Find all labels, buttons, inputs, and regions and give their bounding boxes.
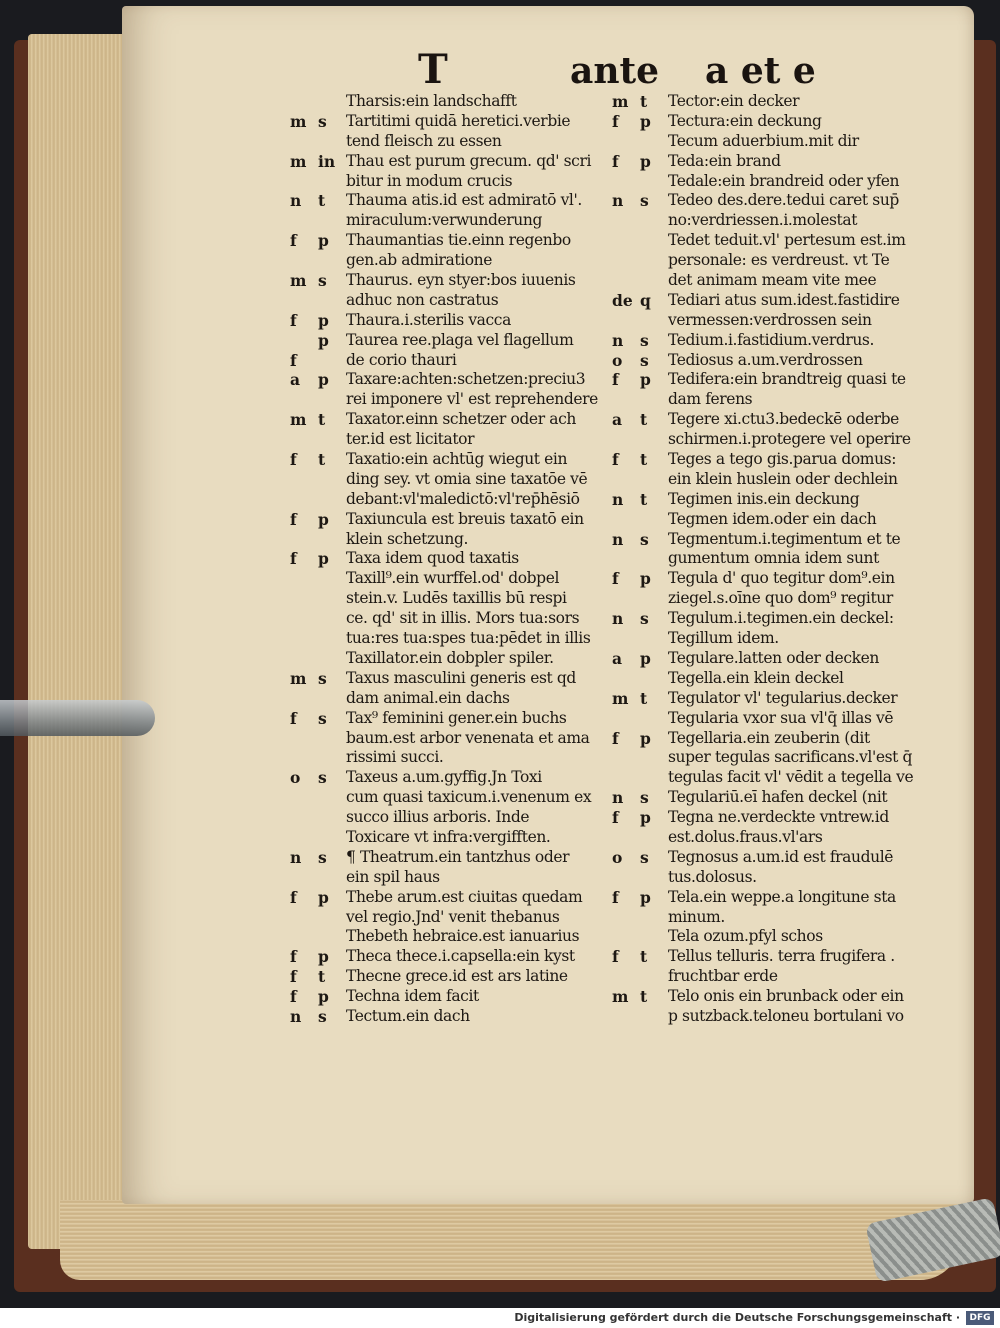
entry-text: tua:res tua:spes tua:pēdet in illis xyxy=(346,629,591,648)
entry-line xyxy=(290,331,620,351)
entry-text: Tedium.i.fastidium.verdrus. xyxy=(668,330,875,349)
entry-line xyxy=(612,351,942,371)
entry-text: Tegimen inis.ein deckung xyxy=(668,489,860,508)
left-column xyxy=(290,92,620,1027)
entry-text: de corio thauri xyxy=(346,350,457,369)
type-marker: in xyxy=(318,151,336,171)
entry-text: dam ferens xyxy=(668,390,753,409)
entry-line xyxy=(290,729,620,749)
entry-text: miraculum:verwunderung xyxy=(346,211,542,230)
entry-line xyxy=(290,410,620,430)
type-marker: s xyxy=(318,1006,327,1026)
entry-text: Taxillator.ein dobpler spiler. xyxy=(346,648,554,667)
type-marker: p xyxy=(318,987,329,1007)
grammar-marker: f xyxy=(612,728,619,748)
entry-line xyxy=(290,450,620,470)
type-marker: t xyxy=(640,688,648,708)
entry-line xyxy=(290,311,620,331)
grammar-marker: n xyxy=(290,847,302,867)
entry-line xyxy=(612,410,942,430)
entry-line xyxy=(612,191,942,211)
entry-text: personale: es verdreust. vt Te xyxy=(668,251,890,270)
grammar-marker: f xyxy=(290,310,297,330)
entry-line xyxy=(612,331,942,351)
entry-line xyxy=(290,530,620,550)
grammar-marker: f xyxy=(612,450,619,470)
entry-line xyxy=(612,251,942,271)
entry-line xyxy=(612,92,942,112)
entry-text: no:verdriessen.i.molestat xyxy=(668,211,858,230)
type-marker: p xyxy=(640,111,651,131)
entry-line xyxy=(612,729,942,749)
grammar-marker: f xyxy=(612,151,619,171)
entry-line xyxy=(290,132,620,152)
type-marker: s xyxy=(318,668,327,688)
entry-text: Tegmen idem.oder ein dach xyxy=(668,509,877,528)
grammar-marker: f xyxy=(612,111,619,131)
entry-line xyxy=(612,768,942,788)
entry-line xyxy=(612,271,942,291)
entry-line xyxy=(290,510,620,530)
entry-text: Tedet teduit.vl' pertesum est.im xyxy=(668,231,906,250)
entry-line xyxy=(612,390,942,410)
entry-line xyxy=(612,609,942,629)
type-marker: t xyxy=(640,489,648,509)
entry-line xyxy=(290,569,620,589)
entry-line xyxy=(290,908,620,928)
entry-text: Teda:ein brand xyxy=(668,151,781,170)
entry-line xyxy=(290,967,620,987)
entry-text: stein.v. Ludēs taxillis bū respi xyxy=(346,589,567,608)
type-marker: p xyxy=(318,947,329,967)
entry-line xyxy=(290,351,620,371)
entry-line xyxy=(290,947,620,967)
entry-line xyxy=(290,271,620,291)
entry-text: minum. xyxy=(668,907,725,926)
entry-line xyxy=(290,808,620,828)
type-marker: t xyxy=(318,191,326,211)
entry-line xyxy=(612,709,942,729)
dfg-logo: DFG xyxy=(966,1311,994,1325)
entry-text: tus.dolosus. xyxy=(668,867,757,886)
entry-text: Tedifera:ein brandtreig quasi te xyxy=(668,370,906,389)
entry-text: Taxare:achten:schetzen:preciu3 xyxy=(346,370,586,389)
grammar-marker: f xyxy=(612,947,619,967)
type-marker: p xyxy=(640,728,651,748)
entry-text: Taxatio:ein achtūg wiegut ein xyxy=(346,450,568,469)
entry-text: Thaura.i.sterilis vacca xyxy=(346,310,511,329)
entry-text: debant:vl'maledictō:vl'rep̄hēsiō xyxy=(346,489,580,508)
type-marker: s xyxy=(640,609,649,629)
entry-line xyxy=(612,172,942,192)
entry-line xyxy=(290,649,620,669)
type-marker: s xyxy=(318,847,327,867)
entry-line xyxy=(290,152,620,172)
entry-line xyxy=(612,808,942,828)
entry-line xyxy=(290,669,620,689)
entry-line xyxy=(612,231,942,251)
type-marker: p xyxy=(640,569,651,589)
grammar-marker: f xyxy=(290,987,297,1007)
entry-text: Tegnosus a.um.id est fraudulē xyxy=(668,847,894,866)
grammar-marker: m xyxy=(290,271,307,291)
entry-text: p sutzback.teloneu bortulani vo xyxy=(668,1006,904,1025)
grammar-marker: f xyxy=(612,569,619,589)
entry-text: ce. qd' sit in illis. Mors tua:sors xyxy=(346,609,580,628)
grammar-marker: n xyxy=(290,1006,302,1026)
entry-text: Thebeth hebraice.est ianuarius xyxy=(346,927,580,946)
entry-line xyxy=(612,1007,942,1027)
grammar-marker: o xyxy=(290,768,301,788)
type-marker: p xyxy=(318,231,329,251)
grammar-marker: a xyxy=(612,410,623,430)
entry-text: gen.ab admiratione xyxy=(346,251,493,270)
entry-text: dam animal.ein dachs xyxy=(346,688,510,707)
type-marker: p xyxy=(640,887,651,907)
entry-line xyxy=(290,430,620,450)
entry-text: succo illius arboris. Inde xyxy=(346,808,530,827)
entry-text: Tector:ein decker xyxy=(668,92,800,110)
type-marker: t xyxy=(640,947,648,967)
type-marker: t xyxy=(640,92,648,111)
entry-text: ding sey. vt omia sine taxatōe vē xyxy=(346,469,588,488)
right-column xyxy=(612,92,942,1027)
entry-text: Tecum aduerbium.mit dir xyxy=(668,131,859,150)
entry-line xyxy=(290,828,620,848)
entry-text: Teges a tego gis.parua domus: xyxy=(668,450,897,469)
entry-line xyxy=(290,888,620,908)
entry-line xyxy=(612,788,942,808)
grammar-marker: f xyxy=(290,450,297,470)
entry-text: Tegulariū.eī hafen deckel (nit xyxy=(668,788,888,807)
type-marker: t xyxy=(318,967,326,987)
entry-text: rissimi succi. xyxy=(346,748,444,767)
entry-line xyxy=(612,370,942,390)
entry-text: rei imponere vl' est reprehendere xyxy=(346,390,598,409)
entry-line xyxy=(612,908,942,928)
type-marker: t xyxy=(640,450,648,470)
type-marker: s xyxy=(640,529,649,549)
entry-text: Tegere xi.ctu3.bedeckē oderbe xyxy=(668,410,899,429)
entry-line xyxy=(612,967,942,987)
type-marker: t xyxy=(318,410,326,430)
type-marker: s xyxy=(640,350,649,370)
entry-text: Techna idem facit xyxy=(346,987,479,1006)
grammar-marker: f xyxy=(290,967,297,987)
entry-text: Tegulum.i.tegimen.ein deckel: xyxy=(668,609,894,628)
entry-text: Tegulare.latten oder decken xyxy=(668,648,879,667)
entry-line xyxy=(612,211,942,231)
entry-text: Thau est purum grecum. qd' scri xyxy=(346,151,592,170)
entry-line xyxy=(612,430,942,450)
entry-line xyxy=(290,251,620,271)
grammar-marker: de xyxy=(612,290,633,310)
grammar-marker: f xyxy=(290,947,297,967)
entry-text: Tax⁹ feminini gener.ein buchs xyxy=(346,708,567,727)
entry-line xyxy=(612,112,942,132)
entry-text: det animam meam vite mee xyxy=(668,271,877,290)
entry-text: Thebe arum.est ciuitas quedam xyxy=(346,887,583,906)
entry-line xyxy=(290,172,620,192)
type-marker: s xyxy=(640,330,649,350)
entry-text: Thecne grece.id est ars latine xyxy=(346,967,568,986)
entry-text: Telo onis ein brunback oder ein xyxy=(668,987,904,1006)
entry-text: Tegulator vl' tegularius.decker xyxy=(668,688,898,707)
entry-line xyxy=(612,629,942,649)
type-marker: s xyxy=(318,768,327,788)
type-marker: p xyxy=(640,151,651,171)
entry-line xyxy=(290,689,620,709)
entry-line xyxy=(290,629,620,649)
entry-text: Tedale:ein brandreid oder yfen xyxy=(668,171,900,190)
entry-text: Tharsis:ein landschafft xyxy=(346,92,517,110)
grammar-marker: n xyxy=(612,191,624,211)
entry-text: Taxeus a.um.gyffig.Jn Toxi xyxy=(346,768,542,787)
bookmark-clip xyxy=(0,700,155,736)
page-header xyxy=(410,46,890,96)
entry-text: gumentum omnia idem sunt xyxy=(668,549,879,568)
grammar-marker: f xyxy=(612,808,619,828)
grammar-marker: f xyxy=(290,509,297,529)
entry-text: Taxus masculini generis est qd xyxy=(346,668,576,687)
entry-line xyxy=(612,291,942,311)
entry-text: baum.est arbor venenata et ama xyxy=(346,728,590,747)
entry-text: Tediari atus sum.idest.fastidire xyxy=(668,290,900,309)
entry-line xyxy=(290,549,620,569)
header-initial: T xyxy=(418,46,448,93)
entry-text: Taxa idem quod taxatis xyxy=(346,549,519,568)
entry-text: schirmen.i.protegere vel operire xyxy=(668,430,911,449)
type-marker: t xyxy=(640,410,648,430)
type-marker: s xyxy=(318,111,327,131)
type-marker: s xyxy=(318,271,327,291)
grammar-marker: o xyxy=(612,350,623,370)
entry-line xyxy=(612,868,942,888)
entry-text: Tegella.ein klein deckel xyxy=(668,668,844,687)
grammar-marker: m xyxy=(612,987,629,1007)
entry-line xyxy=(612,888,942,908)
entry-text: Taxator.einn schetzer oder ach xyxy=(346,410,576,429)
grammar-marker: m xyxy=(290,410,307,430)
type-marker: p xyxy=(318,509,329,529)
type-marker: p xyxy=(318,887,329,907)
entry-text: Tartitimi quidā heretici.verbie xyxy=(346,111,571,130)
entry-line xyxy=(612,132,942,152)
entry-line xyxy=(290,291,620,311)
entry-text: ziegel.s.oīne quo dom⁹ regitur xyxy=(668,589,893,608)
entry-line xyxy=(290,927,620,947)
grammar-marker: f xyxy=(612,887,619,907)
grammar-marker: o xyxy=(612,847,623,867)
entry-text: ein klein huslein oder dechlein xyxy=(668,469,898,488)
entry-line xyxy=(290,768,620,788)
grammar-marker: n xyxy=(612,609,624,629)
entry-line xyxy=(290,211,620,231)
entry-text: tend fleisch zu essen xyxy=(346,131,502,150)
entry-text: Taurea ree.plaga vel flagellum xyxy=(346,330,574,349)
entry-text: Theca thece.i.capsella:ein kyst xyxy=(346,947,575,966)
grammar-marker: f xyxy=(290,708,297,728)
entry-line xyxy=(290,709,620,729)
entry-text: cum quasi taxicum.i.venenum ex xyxy=(346,788,592,807)
entry-text: bitur in modum crucis xyxy=(346,171,513,190)
grammar-marker: f xyxy=(290,350,297,370)
entry-text: Tegellaria.ein zeuberin (dit xyxy=(668,728,870,747)
footer-bar xyxy=(0,1308,1000,1328)
entry-line xyxy=(612,569,942,589)
entry-text: vermessen:verdrossen sein xyxy=(668,310,872,329)
entry-text: Tegillum idem. xyxy=(668,629,779,648)
type-marker: p xyxy=(318,310,329,330)
grammar-marker: n xyxy=(290,191,302,211)
entry-line xyxy=(290,609,620,629)
entry-line xyxy=(612,549,942,569)
type-marker: s xyxy=(640,191,649,211)
entry-text: Tedeo des.dere.tedui caret sup̄ xyxy=(668,191,899,210)
type-marker: s xyxy=(318,708,327,728)
bottom-page-edges xyxy=(60,1200,960,1280)
entry-text: Tectum.ein dach xyxy=(346,1006,470,1025)
grammar-marker: f xyxy=(290,231,297,251)
entry-line xyxy=(612,848,942,868)
entry-line xyxy=(612,927,942,947)
type-marker: t xyxy=(318,450,326,470)
entry-text: Tela ozum.pfyl schos xyxy=(668,927,823,946)
grammar-marker: n xyxy=(612,529,624,549)
entry-text: vel regio.Jnd' venit thebanus xyxy=(346,907,560,926)
entry-line xyxy=(290,191,620,211)
entry-text: klein schetzung. xyxy=(346,529,468,548)
grammar-marker: n xyxy=(612,489,624,509)
entry-line xyxy=(612,748,942,768)
entry-text: Tediosus a.um.verdrossen xyxy=(668,350,863,369)
entry-line xyxy=(290,112,620,132)
grammar-marker: f xyxy=(290,887,297,907)
entry-text: ein spil haus xyxy=(346,867,440,886)
entry-line xyxy=(612,649,942,669)
entry-line xyxy=(612,510,942,530)
entry-line xyxy=(612,669,942,689)
grammar-marker: f xyxy=(612,370,619,390)
entry-line xyxy=(290,868,620,888)
entry-text: Tegularia vxor sua vl'q̄ illas vē xyxy=(668,708,894,727)
entry-line xyxy=(612,490,942,510)
entry-line xyxy=(612,152,942,172)
header-word-2: a et e xyxy=(705,50,816,92)
grammar-marker: f xyxy=(290,549,297,569)
entry-text: Tectura:ein deckung xyxy=(668,111,822,130)
entry-line xyxy=(612,828,942,848)
entry-line xyxy=(290,589,620,609)
type-marker: p xyxy=(640,648,651,668)
grammar-marker: a xyxy=(612,648,623,668)
entry-text: Toxicare vt infra:vergifften. xyxy=(346,827,551,846)
type-marker: s xyxy=(640,847,649,867)
grammar-marker: m xyxy=(612,92,629,111)
type-marker: p xyxy=(318,330,329,350)
entry-line xyxy=(612,947,942,967)
entry-line xyxy=(290,490,620,510)
type-marker: p xyxy=(640,370,651,390)
entry-text: ter.id est licitator xyxy=(346,430,475,449)
entry-text: Tegna ne.verdeckte vntrew.id xyxy=(668,808,889,827)
entry-text: Taxill⁹.ein wurffel.od' dobpel xyxy=(346,569,560,588)
grammar-marker: a xyxy=(290,370,301,390)
grammar-marker: m xyxy=(612,688,629,708)
entry-line xyxy=(612,987,942,1007)
grammar-marker: m xyxy=(290,151,307,171)
entry-line xyxy=(290,987,620,1007)
type-marker: t xyxy=(640,987,648,1007)
entry-line xyxy=(290,788,620,808)
entry-text: Thaumantias tie.einn regenbo xyxy=(346,231,571,250)
entry-text: Tela.ein weppe.a longitune sta xyxy=(668,887,896,906)
entry-text: Thauma atis.id est admiratō vl'. xyxy=(346,191,582,210)
entry-line xyxy=(612,689,942,709)
footer-text: Digitalisierung gefördert durch die Deutsche Forschungsgemeinschaft · xyxy=(514,1311,960,1324)
type-marker: p xyxy=(640,808,651,828)
grammar-marker: m xyxy=(290,668,307,688)
entry-line xyxy=(290,1007,620,1027)
entry-line xyxy=(290,390,620,410)
grammar-marker: n xyxy=(612,330,624,350)
entry-line xyxy=(290,848,620,868)
entry-line xyxy=(612,311,942,331)
entry-line xyxy=(290,748,620,768)
grammar-marker: n xyxy=(612,788,624,808)
entry-text: Tegmentum.i.tegimentum et te xyxy=(668,529,901,548)
entry-line xyxy=(612,530,942,550)
entry-line xyxy=(290,92,620,112)
entry-text: Thaurus. eyn styer:bos iuuenis xyxy=(346,271,576,290)
type-marker: s xyxy=(640,788,649,808)
entry-text: Tegula d' quo tegitur dom⁹.ein xyxy=(668,569,895,588)
entry-line xyxy=(290,470,620,490)
entry-text: ¶ Theatrum.ein tantzhus oder xyxy=(346,847,570,866)
grammar-marker: m xyxy=(290,111,307,131)
entry-text: Taxiuncula est breuis taxatō ein xyxy=(346,509,584,528)
entry-text: tegulas facit vl' vēdit a tegella ve xyxy=(668,768,914,787)
type-marker: q xyxy=(640,290,651,310)
header-word-1: ante xyxy=(570,50,660,92)
entry-line xyxy=(612,470,942,490)
entry-line xyxy=(612,450,942,470)
entry-text: fruchtbar erde xyxy=(668,967,778,986)
entry-line xyxy=(290,370,620,390)
entry-line xyxy=(612,589,942,609)
entry-line xyxy=(290,231,620,251)
entry-text: Tellus telluris. terra frugifera . xyxy=(668,947,895,966)
type-marker: p xyxy=(318,549,329,569)
entry-text: adhuc non castratus xyxy=(346,290,499,309)
entry-text: super tegulas sacrificans.vl'est q̄ xyxy=(668,748,913,767)
type-marker: p xyxy=(318,370,329,390)
entry-text: est.dolus.fraus.vl'ars xyxy=(668,827,823,846)
